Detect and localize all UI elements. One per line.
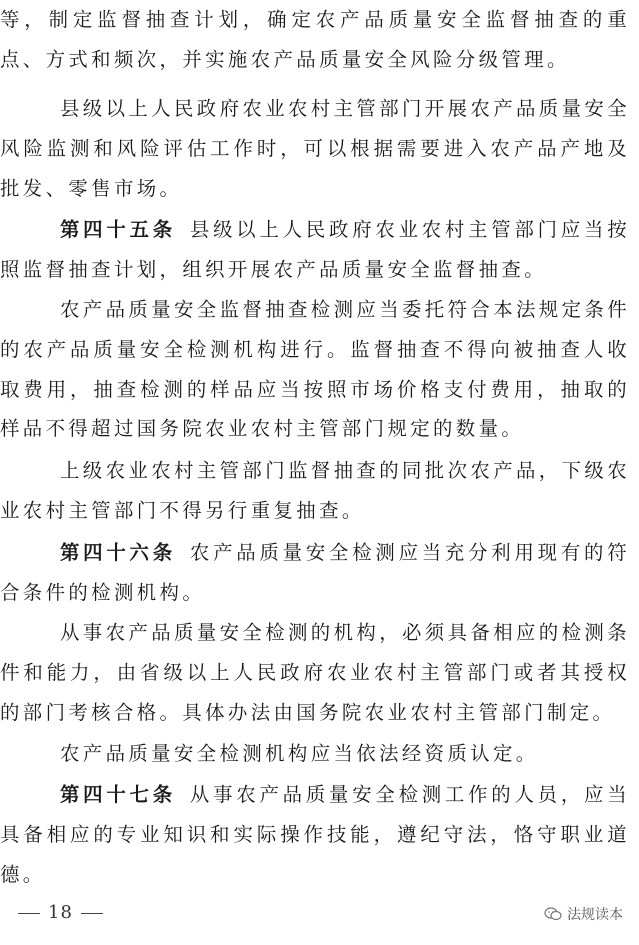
paragraph-text: 等，制定监督抽查计划，确定农产品质量安全监督抽查的重点、方式和频次，并实施农产品质量安全风险分级管理。 (0, 8, 630, 71)
page-number-text: 18 (48, 902, 73, 923)
article-heading: 第四十五条 (60, 218, 176, 241)
paragraph-text: 县级以上人民政府农业农村主管部门应当按照监督抽查计划，组织开展农产品质量安全监督抽查。 (0, 218, 630, 281)
watermark (544, 904, 623, 924)
dash-left (18, 913, 40, 914)
paragraph (0, 613, 630, 732)
article-heading: 第四十七条 (60, 783, 176, 806)
watermark-text: 法规读本 (567, 907, 623, 923)
article-46 (0, 533, 630, 613)
article-heading: 第四十六条 (60, 541, 176, 564)
paragraph-text: 从事农产品质量安全检测的机构，必须具备相应的检测条件和能力，由省级以上人民政府农业农村主管部门或者其授权的部门考核合格。具体办法由国务院农业农村主管部门制定。 (0, 621, 630, 724)
paragraph (0, 451, 630, 531)
paragraph-text: 从事农产品质量安全检测工作的人员，应当具备相应的专业知识和实际操作技能，遵纪守法，恪守职业道德。 (0, 783, 630, 886)
paragraph-text: 农产品质量安全监督抽查检测应当委托符合本法规定条件的农产品质量安全检测机构进行。监督抽查不得向被抽查人收取费用，抽查检测的样品应当按照市场价格支付费用，抽取的样品不得超过国务院农业农村主管部门规定的数量。 (0, 298, 630, 441)
paragraph-continued (0, 0, 630, 80)
paragraph (0, 734, 630, 774)
paragraph-text: 农产品质量安全检测机构应当依法经资质认定。 (60, 742, 539, 765)
article-47 (0, 775, 630, 894)
paragraph (0, 290, 630, 449)
paragraph-text: 县级以上人民政府农业农村主管部门开展农产品质量安全风险监测和风险评估工作时，可以根据需要进入农产品产地及批发、零售市场。 (0, 97, 630, 200)
paragraph (0, 89, 630, 208)
article-45 (0, 210, 630, 290)
dash-right (81, 913, 103, 914)
wechat-icon (544, 907, 562, 921)
paragraph-text: 上级农业农村主管部门监督抽查的同批次农产品，下级农业农村主管部门不得另行重复抽查。 (0, 459, 630, 522)
page-number (10, 902, 111, 923)
paragraph-text: 农产品质量安全检测应当充分利用现有的符合条件的检测机构。 (0, 541, 630, 604)
